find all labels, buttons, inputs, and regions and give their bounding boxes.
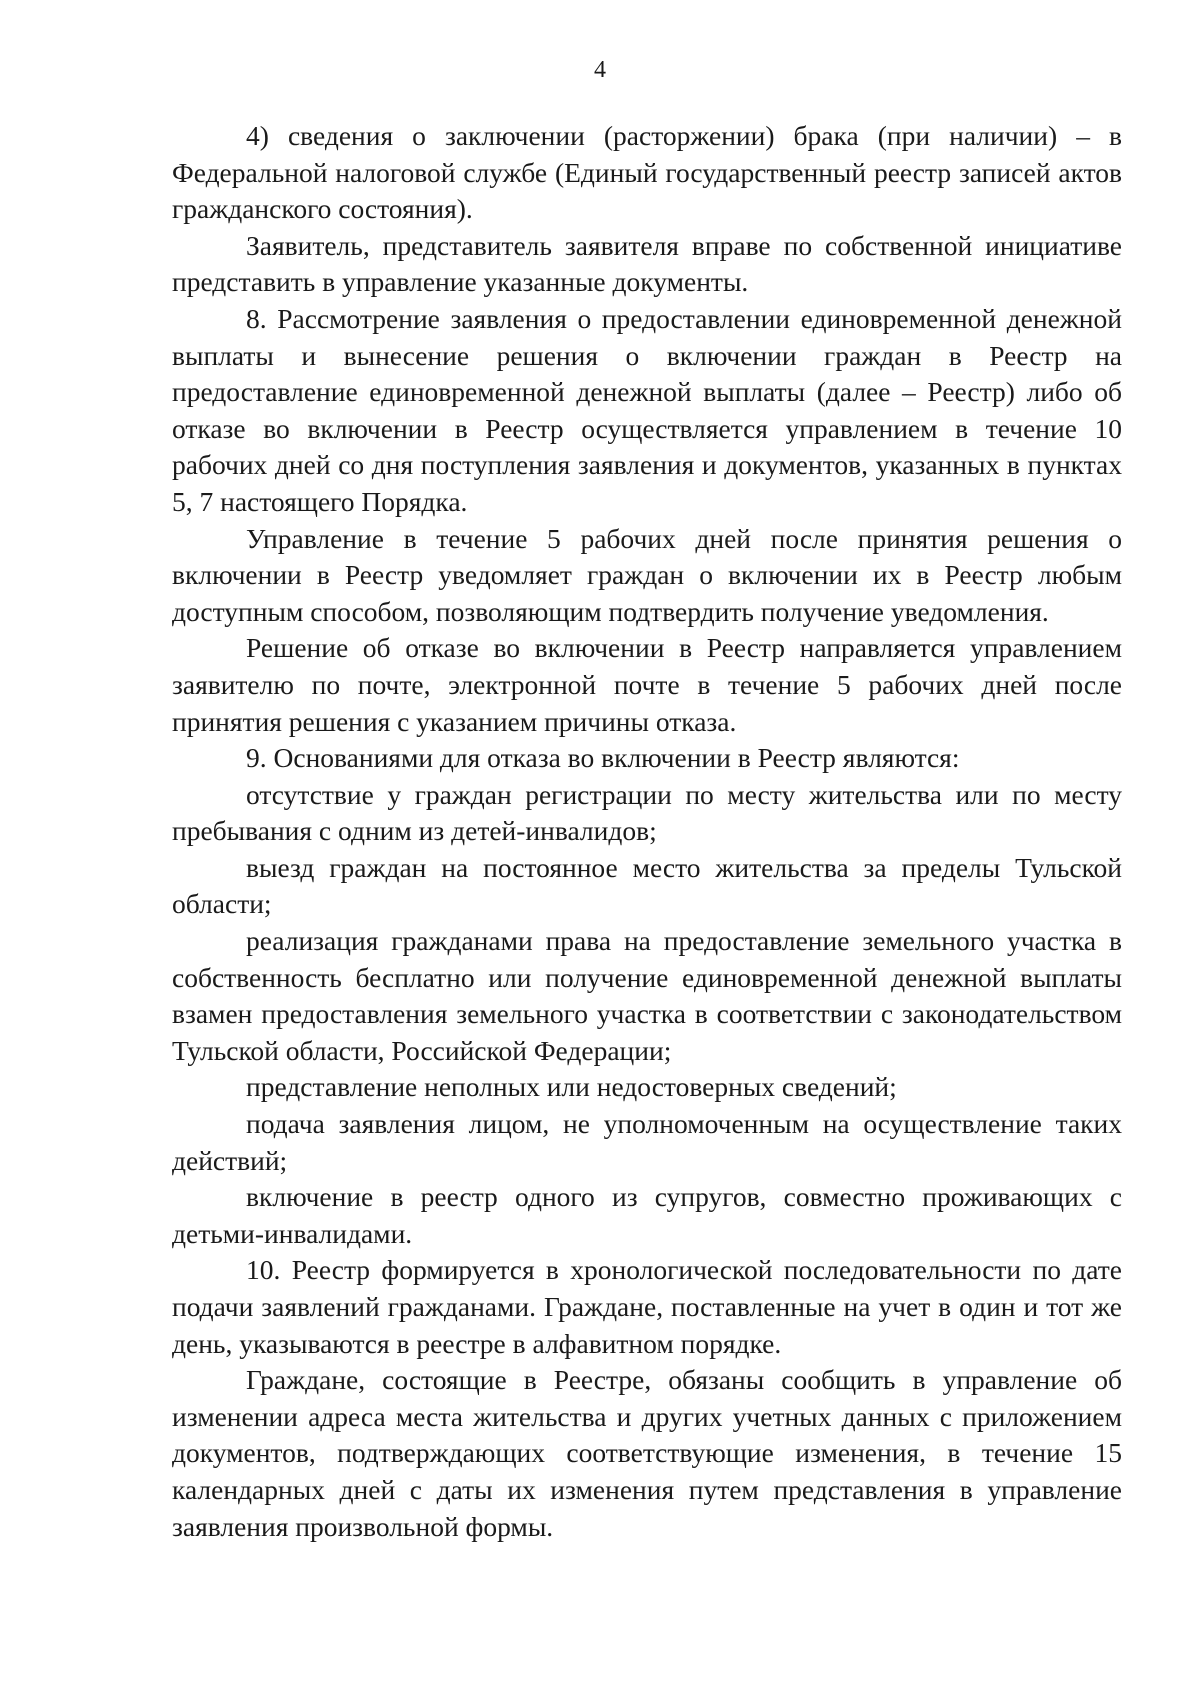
paragraph-refusal-decision: Решение об отказе во включении в Реестр направляется управлением заявителю по почте, электронной почте в течение 5 рабочих дней после принятия решения с указанием причины отказа. <box>172 632 1122 737</box>
paragraph-section-8: 8. Рассмотрение заявления о предоставлении единовременной денежной выплаты и вынесение решения о включении граждан в Реестр на предоставление единовременной денежной выплаты (далее – Реестр) либо об отказе во включении в Реестр осуществляется управлением в течение 10 рабочих дней со дня поступления заявления и документов, указанных в пунктах 5, 7 настоящего Порядка. <box>172 302 1122 517</box>
paragraph-ground-spouse: включение в реестр одного из супругов, совместно проживающих с детьми-инвалидами. <box>172 1181 1122 1249</box>
paragraph-change-reporting: Граждане, состоящие в Реестре, обязаны сообщить в управление об изменении адреса места жительства и других учетных данных с приложением документов, подтверждающих соответствующие изменения, в течение 15 календарных дней с даты их изменения путем представления в управление заявления произвольной формы. <box>172 1364 1122 1542</box>
paragraph-section-9: 9. Основаниями для отказа во включении в Реестр являются: <box>246 742 960 774</box>
body-text <box>172 118 1122 1545</box>
paragraph-ground-departure: выезд граждан на постоянное место жительства за пределы Тульской области; <box>172 851 1122 920</box>
paragraph-ground-incomplete-info: представление неполных или недостоверных сведений; <box>246 1071 897 1103</box>
paragraph-applicant-right: Заявитель, представитель заявителя вправе по собственной инициативе представить в управление указанные документы. <box>172 229 1122 298</box>
paragraph-ground-unauthorized: подача заявления лицом, не уполномоченным на осуществление таких действий; <box>172 1108 1122 1176</box>
paragraph-ground-land-right: реализация гражданами права на предоставление земельного участка в собственность бесплатно или получение единовременной денежной выплаты взамен предоставления земельного участка в соответствии с законодательством Тульской области, Российской Федерации; <box>172 925 1122 1066</box>
paragraph-item-4-marriage-info: 4) сведения о заключении (расторжении) брака (при наличии) – в Федеральной налоговой службе (Единый государственный реестр записей актов гражданского состояния). <box>172 120 1122 225</box>
page-number: 4 <box>594 57 606 83</box>
paragraph-ground-no-registration: отсутствие у граждан регистрации по месту жительства или по месту пребывания с одним из детей-инвалидов; <box>172 778 1122 847</box>
paragraph-section-10: 10. Реестр формируется в хронологической последовательности по дате подачи заявлений гражданами. Граждане, поставленные на учет в один и тот же день, указываются в реестре в алфавитном порядке. <box>172 1254 1122 1359</box>
paragraph-notification: Управление в течение 5 рабочих дней после принятия решения о включении в Реестр уведомляет граждан о включении их в Реестр любым доступным способом, позволяющим подтвердить получение уведомления. <box>172 522 1122 627</box>
